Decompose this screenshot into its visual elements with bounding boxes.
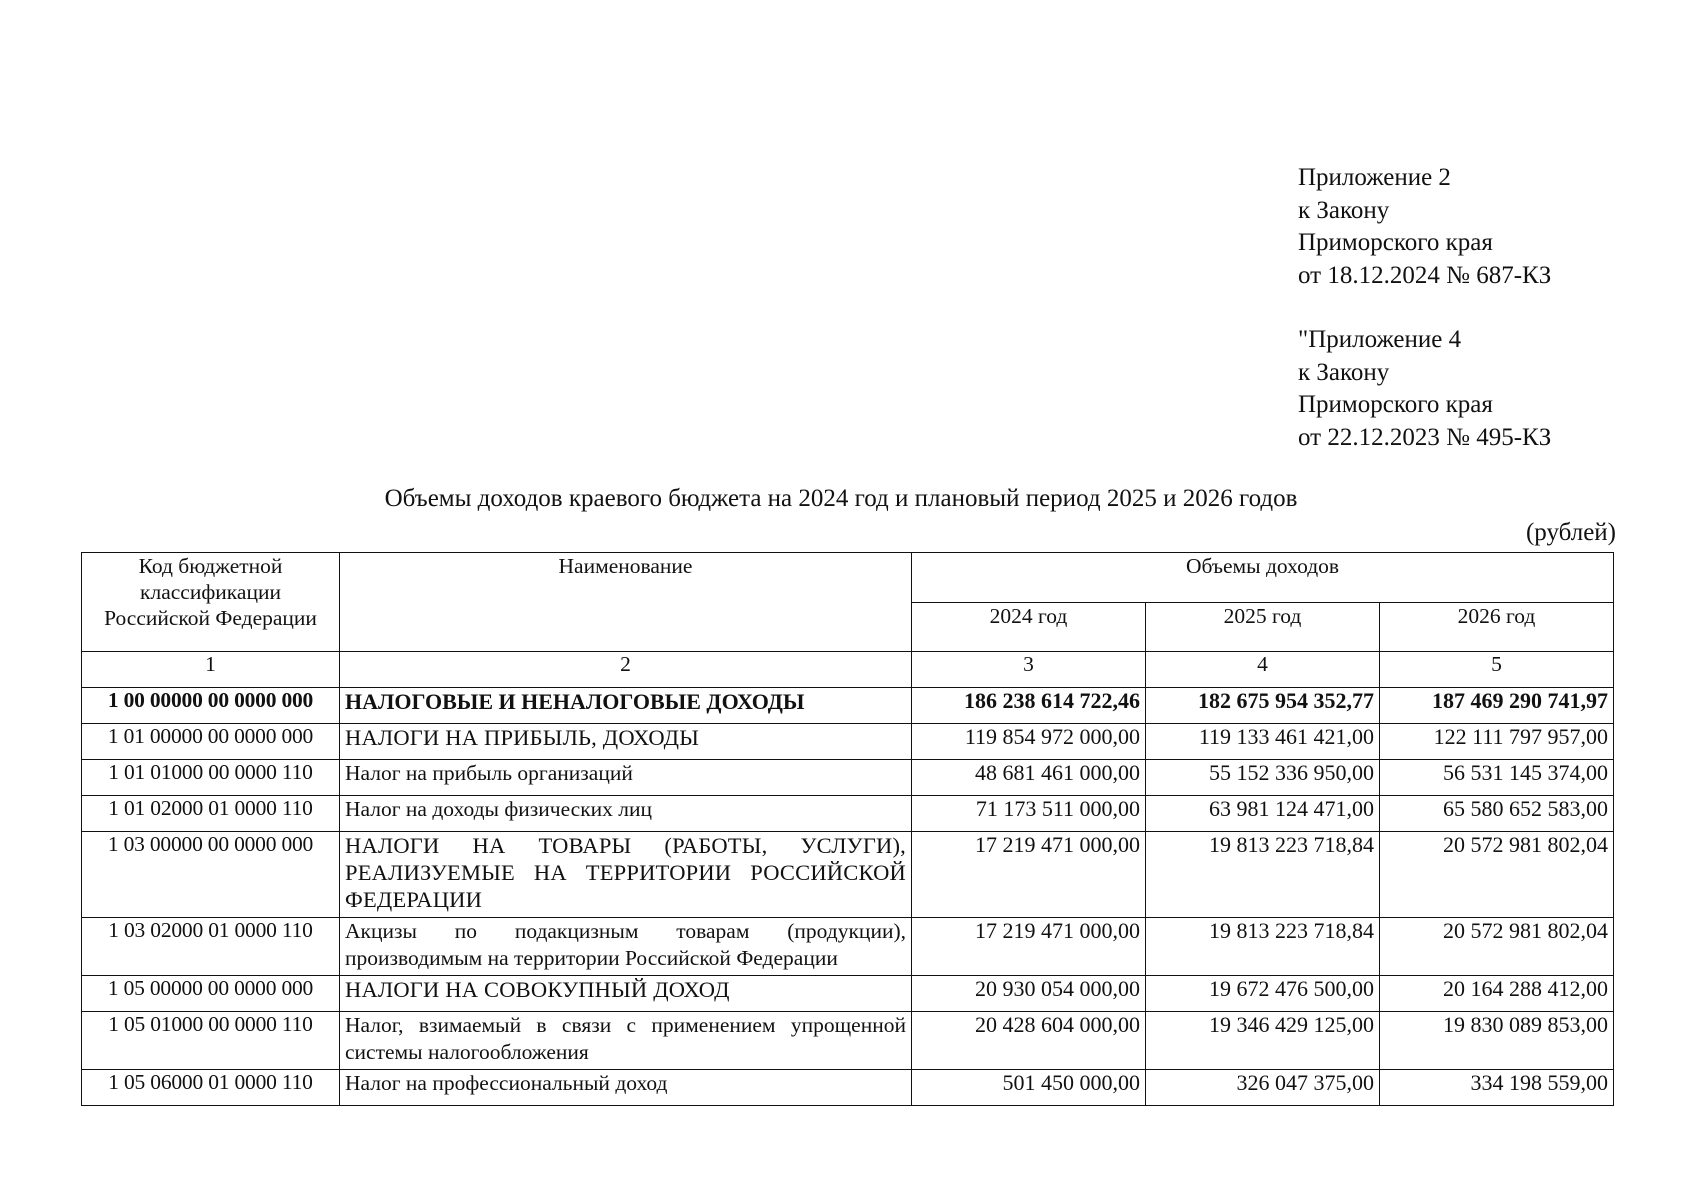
row-code: 1 01 02000 01 0000 110 [82,796,340,832]
table-row [82,918,1614,976]
row-name: Налог, взимаемый в связи с применением упрощенной системы налогообложения [340,1012,912,1070]
revenue-table [81,552,1614,1106]
column-number: 2 [340,652,912,688]
header-year-2024: 2024 год [912,602,1146,652]
row-value-2025: 19 813 223 718,84 [1146,918,1380,976]
column-number: 3 [912,652,1146,688]
table-row [82,796,1614,832]
row-code: 1 05 00000 00 0000 000 [82,976,340,1012]
row-value-2026: 20 572 981 802,04 [1380,832,1614,918]
row-value-2024: 119 854 972 000,00 [912,724,1146,760]
row-name: Налог на прибыль организаций [340,760,912,796]
header-code: Код бюджетной классификации Российской Федерации [82,553,340,652]
column-number: 1 [82,652,340,688]
row-value-2025: 19 813 223 718,84 [1146,832,1380,918]
row-name: Акцизы по подакцизным товарам (продукции), производимым на территории Российской Федерации [340,918,912,976]
document-title-wrapper [0,484,1698,514]
table-row [82,688,1614,724]
table-row [82,1070,1614,1106]
row-code: 1 01 00000 00 0000 000 [82,724,340,760]
document-title: Объемы доходов краевого бюджета на 2024 год и плановый период 2025 и 2026 годов [384,485,1298,512]
table-row [82,760,1614,796]
row-value-2024: 20 930 054 000,00 [912,976,1146,1012]
row-name: НАЛОГИ НА ПРИБЫЛЬ, ДОХОДЫ [340,724,912,760]
row-value-2024: 501 450 000,00 [912,1070,1146,1106]
row-value-2025: 19 346 429 125,00 [1146,1012,1380,1070]
row-value-2026: 334 198 559,00 [1380,1070,1614,1106]
row-name: НАЛОГИ НА ТОВАРЫ (РАБОТЫ, УСЛУГИ), РЕАЛИЗУЕМЫЕ НА ТЕРРИТОРИИ РОССИЙСКОЙ ФЕДЕРАЦИИ [340,832,912,918]
column-number: 4 [1146,652,1380,688]
units-label: (рублей) [1525,519,1616,546]
row-value-2024: 17 219 471 000,00 [912,918,1146,976]
annex-current-line4: от 18.12.2024 № 687-КЗ [1298,261,1552,289]
column-number: 5 [1380,652,1614,688]
table-row [82,724,1614,760]
header-year-2025: 2025 год [1146,602,1380,652]
row-value-2024: 48 681 461 000,00 [912,760,1146,796]
annex-current-reference [1298,162,1551,292]
row-name: Налог на профессиональный доход [340,1070,912,1106]
annex-current-line2: к Закону [1298,196,1390,224]
row-value-2025: 326 047 375,00 [1146,1070,1380,1106]
row-value-2026: 65 580 652 583,00 [1380,796,1614,832]
row-value-2026: 20 572 981 802,04 [1380,918,1614,976]
row-value-2026: 122 111 797 957,00 [1380,724,1614,760]
row-code: 1 03 00000 00 0000 000 [82,832,340,918]
row-value-2026: 187 469 290 741,97 [1380,688,1614,724]
header-name: Наименование [340,553,912,652]
row-value-2025: 63 981 124 471,00 [1146,796,1380,832]
row-value-2025: 119 133 461 421,00 [1146,724,1380,760]
table-row [82,1012,1614,1070]
row-value-2024: 186 238 614 722,46 [912,688,1146,724]
header-volumes: Объемы доходов [912,553,1614,603]
annex-amended-line2: к Закону [1298,358,1390,386]
row-value-2025: 182 675 954 352,77 [1146,688,1380,724]
row-code: 1 03 02000 01 0000 110 [82,918,340,976]
annex-amended-line1: "Приложение 4 [1298,326,1462,353]
annex-current-line1: Приложение 2 [1298,164,1451,191]
header-year-2026: 2026 год [1380,602,1614,652]
row-name: НАЛОГОВЫЕ И НЕНАЛОГОВЫЕ ДОХОДЫ [340,688,912,724]
column-number-row [82,652,1614,688]
table-row [82,976,1614,1012]
row-name: Налог на доходы физических лиц [340,796,912,832]
row-code: 1 00 00000 00 0000 000 [82,688,340,724]
row-code: 1 01 01000 00 0000 110 [82,760,340,796]
row-value-2026: 19 830 089 853,00 [1380,1012,1614,1070]
annex-amended-line4: от 22.12.2023 № 495-КЗ [1298,423,1552,451]
annex-amended-reference [1298,324,1551,454]
row-code: 1 05 06000 01 0000 110 [82,1070,340,1106]
row-value-2025: 55 152 336 950,00 [1146,760,1380,796]
row-value-2024: 20 428 604 000,00 [912,1012,1146,1070]
row-value-2024: 71 173 511 000,00 [912,796,1146,832]
row-code: 1 05 01000 00 0000 110 [82,1012,340,1070]
annex-current-line3: Приморского края [1298,229,1493,256]
row-value-2025: 19 672 476 500,00 [1146,976,1380,1012]
annex-amended-line3: Приморского края [1298,391,1493,418]
row-value-2024: 17 219 471 000,00 [912,832,1146,918]
table-row [82,832,1614,918]
row-value-2026: 20 164 288 412,00 [1380,976,1614,1012]
row-name: НАЛОГИ НА СОВОКУПНЫЙ ДОХОД [340,976,912,1012]
row-value-2026: 56 531 145 374,00 [1380,760,1614,796]
